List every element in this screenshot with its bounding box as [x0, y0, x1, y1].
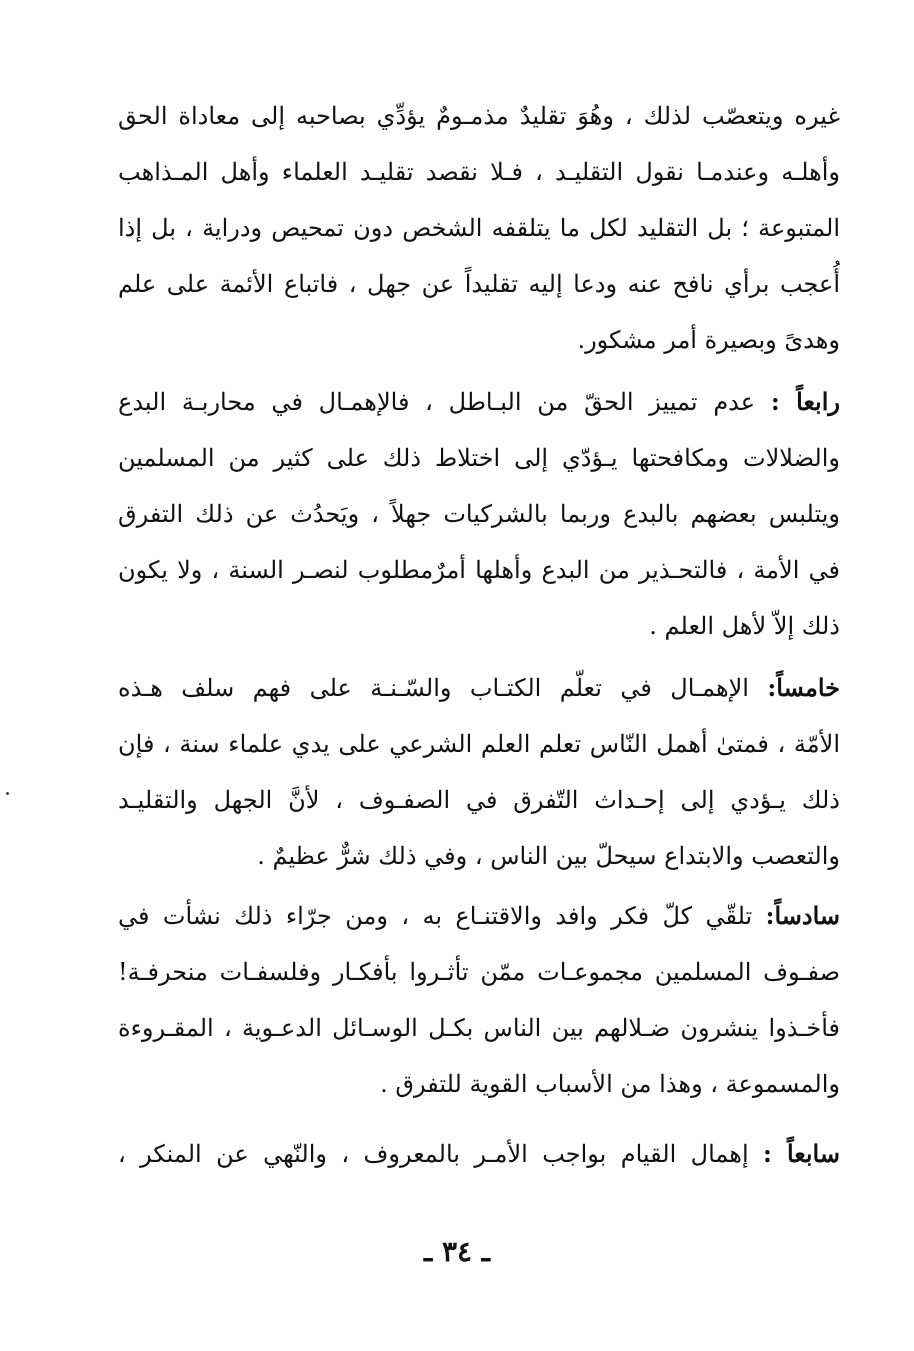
paragraph-1	[118, 88, 840, 368]
text-line: غيره ويتعصّب لذلك ، وهُوَ تقليدٌ مذمـومٌ يؤدِّي بصاحبه إلى معاداة الحق	[118, 102, 840, 130]
text-line: والتعصب والابتداع سيحلّ بين الناس ، وفي ذلك شرٌّ عظيمٌ .	[257, 842, 840, 870]
text-line: والمسموعة ، وهذا من الأسباب القوية للتفرق .	[380, 1070, 840, 1098]
text-line: وأهلـه وعندمـا نقول التقليـد ، فـلا نقصد تقليـد العلماء وأهل المـذاهب	[118, 158, 840, 186]
text-line: أُعجب برأي نافح عنه ودعا إليه تقليداً عن جهل ، فاتباع الأئمة على علم	[118, 270, 840, 298]
page-number: ـ ٣٤ ـ	[424, 1235, 490, 1268]
text-line: ويتلبس بعضهم بالبدع وربما بالشركيات جهلاً ، ويَحدُث عن ذلك التفرق	[118, 500, 840, 528]
line-text: عدم تمييز الحقّ من البـاطل ، فالإهمـال في محاربـة البدع	[118, 388, 756, 416]
paragraph-label: سادساً:	[765, 901, 840, 930]
paragraph-label: خامساً:	[767, 673, 840, 702]
text-line	[118, 1126, 840, 1182]
text-line: وهدىً وبصيرة أمر مشكور.	[577, 326, 840, 354]
text-line: ذلك يـؤدي إلى إحـداث التّفرق في الصفـوف ، لأنَّ الجهل والتقليـد	[118, 786, 840, 814]
paragraph-label: سابعاً :	[763, 1139, 840, 1168]
text-line: فأخـذوا ينشرون ضـلالهم بين الناس بكـل الوسـائل الدعـوية ، المقـروءة	[118, 1014, 840, 1042]
text-line: الأمّة ، فمتىٰ أهمل النّاس تعلم العلم الشرعي على يدي علماء سنة ، فإن	[118, 730, 840, 758]
paragraph-2	[118, 374, 840, 654]
paragraph-3	[118, 660, 840, 884]
line-text: الإهمـال في تعلّم الكتـاب والسّـنـة على فهم سلف هـذه	[118, 674, 749, 702]
line-text: إهمال القيام بواجب الأمـر بالمعروف ، والنّهي عن المنكر ،	[118, 1140, 749, 1168]
text-line	[118, 888, 840, 944]
text-line: صفـوف المسلمين مجموعـات ممّن تأثـروا بأفكـار وفلسفـات منحرفـة!	[118, 958, 840, 986]
paragraph-label: رابعاً :	[770, 387, 840, 416]
text-line: ذلك إلاّ لأهل العلم .	[649, 612, 840, 640]
paragraph-5	[118, 1126, 840, 1182]
paragraph-4	[118, 888, 840, 1112]
text-line: المتبوعة ؛ بل التقليد لكل ما يتلقفه الشخص دون تمحيص ودراية ، بل إذا	[118, 214, 840, 242]
text-line: في الأمة ، فالتحـذير من البدع وأهلها أمرٌمطلوب لنصـر السنة ، ولا يكون	[118, 556, 840, 584]
scan-speck	[6, 792, 9, 795]
text-line	[118, 374, 840, 430]
text-line	[118, 660, 840, 716]
text-line: والضلالات ومكافحتها يـؤدّي إلى اختلاط ذلك على كثير من المسلمين	[118, 444, 840, 472]
line-text: تلقّي كلّ فكر وافد والاقتنـاع به ، ومن جرّاء ذلك نشأت في	[118, 902, 753, 930]
